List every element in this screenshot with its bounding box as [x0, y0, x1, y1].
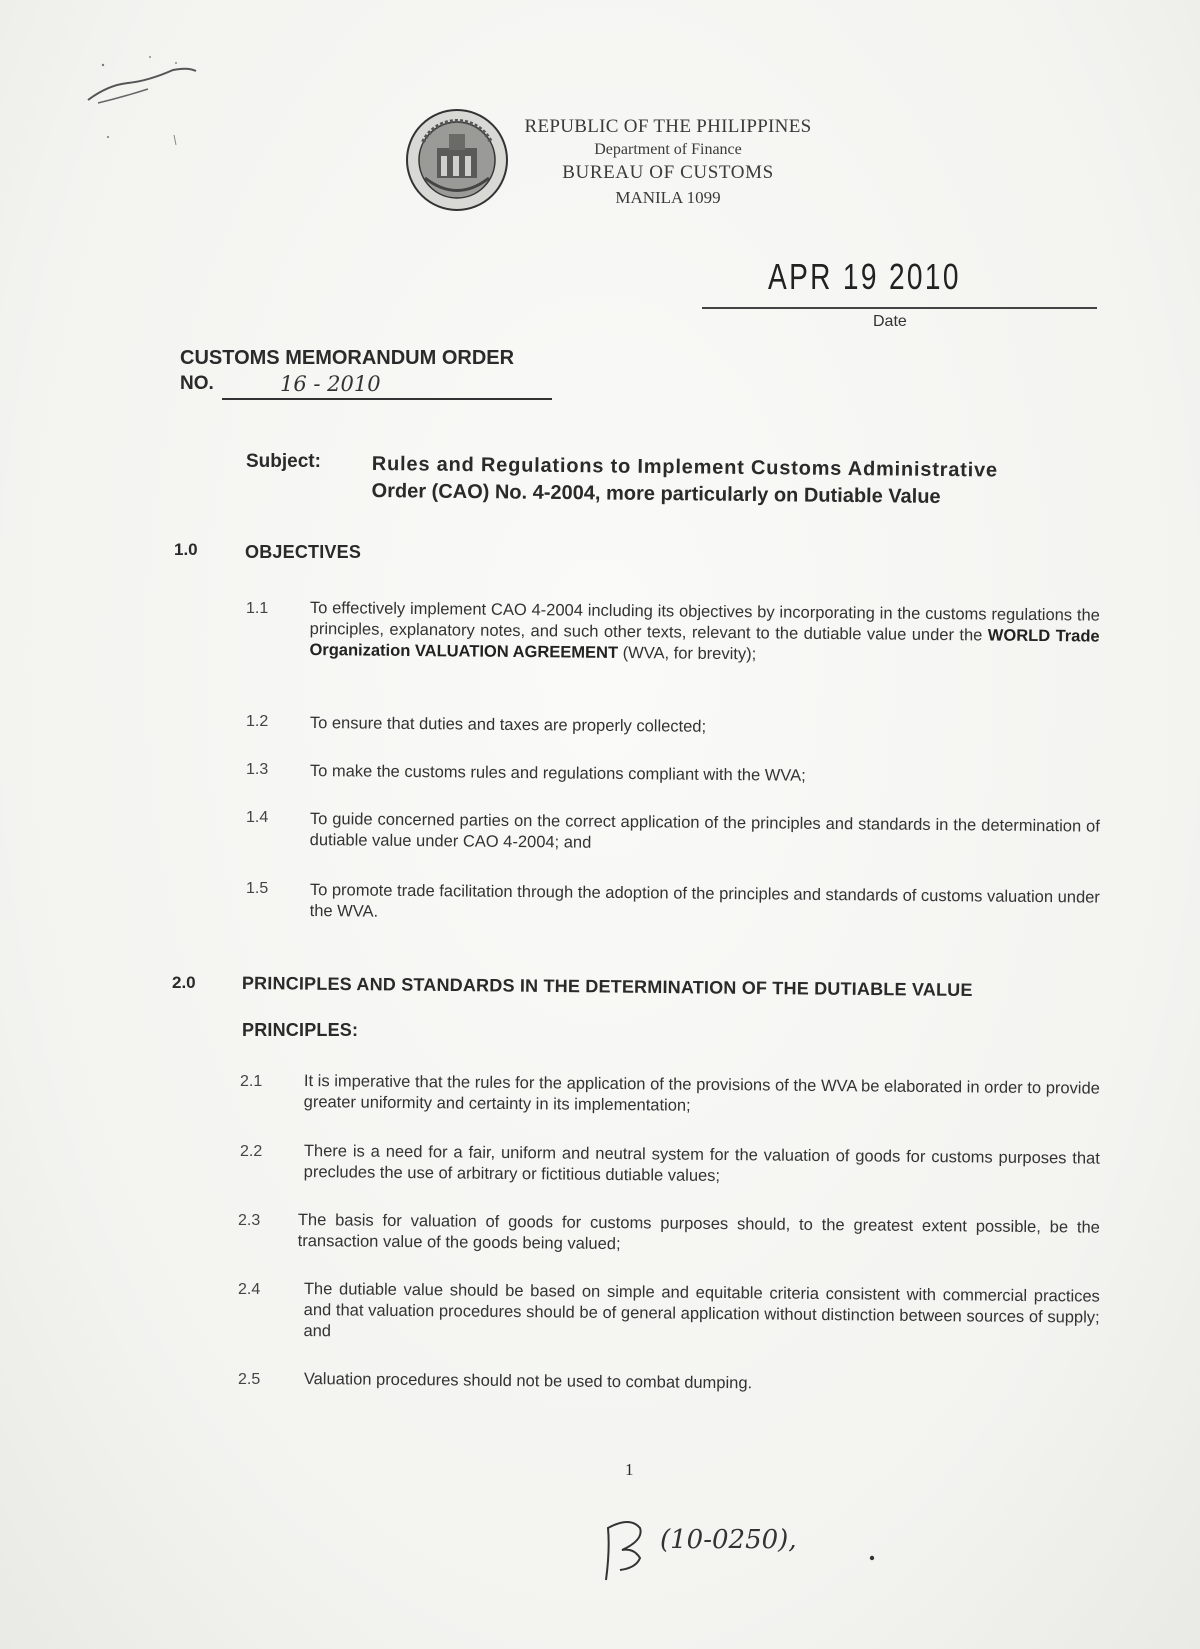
- item-1-1-text-pre: To effectively implement CAO 4-2004 including its objectives by incorporating in the customs regulations the principles, explanatory notes, and such other texts, relevant to the dutiable value under the: [309, 598, 1100, 645]
- subject-label: Subject:: [246, 451, 321, 472]
- item-1-1-text: [309, 598, 1100, 669]
- bureau-of-customs-seal-icon: [405, 108, 509, 212]
- handwritten-reference: (10-0250),: [660, 1525, 797, 1555]
- item-2-5-number: 2.5: [238, 1371, 261, 1388]
- item-1-4-text: To guide concerned parties on the correct application of the principles and standards in the determination of dutiable value under CAO 4-2004; and: [309, 809, 1100, 852]
- item-2-2-text: There is a need for a fair, uniform and neutral system for the valuation of goods for customs purposes that precludes the use of arbitrary or fictitious dutiable values;: [303, 1142, 1100, 1185]
- subject-text: [371, 451, 1112, 513]
- order-number-underline: [222, 398, 552, 400]
- order-title: CUSTOMS MEMORANDUM ORDER: [180, 347, 515, 369]
- letterhead-city: MANILA 1099: [615, 188, 721, 207]
- section-2-subtitle: PRINCIPLES:: [242, 1020, 359, 1040]
- subject-line-1: Rules and Regulations to Implement Customs Administrative: [371, 452, 999, 482]
- section-2-number: 2.0: [172, 973, 196, 992]
- item-2-1-text: It is imperative that the rules for the application of the provisions of the WVA be elaborated in order to provide greater uniformity and certainty in its implementation;: [303, 1072, 1100, 1115]
- item-1-5-text: To promote trade facilitation through the adoption of the principles and standards of customs valuation under the WVA.: [309, 880, 1100, 921]
- page-number: 1: [625, 1460, 634, 1479]
- handwritten-scribble: [78, 45, 208, 155]
- item-2-2-number: 2.2: [240, 1143, 263, 1160]
- letterhead-department: Department of Finance: [594, 141, 742, 158]
- section-1-number: 1.0: [174, 540, 198, 559]
- letterhead-republic: REPUBLIC OF THE PHILIPPINES: [524, 116, 812, 137]
- item-2-1-number: 2.1: [240, 1073, 263, 1090]
- item-1-3-text: To make the customs rules and regulations compliant with the WVA;: [309, 761, 806, 785]
- letterhead-bureau: BUREAU OF CUSTOMS: [562, 162, 774, 183]
- item-1-1-text-bold: WORLD Trade Organization VALUATION AGREEMENT: [309, 626, 1100, 662]
- date-stamp: APR 19 2010: [768, 256, 961, 297]
- item-1-1-number: 1.1: [246, 600, 269, 617]
- item-2-4-number: 2.4: [238, 1281, 261, 1298]
- subject-line-2: Order (CAO) No. 4-2004, more particularly on Dutiable Value: [371, 479, 941, 508]
- item-1-5-number: 1.5: [246, 880, 269, 897]
- item-2-5-text: Valuation procedures should not be used to combat dumping.: [303, 1370, 753, 1393]
- date-label: Date: [873, 313, 907, 330]
- item-1-1-text-post: (WVA, for brevity);: [618, 643, 757, 664]
- item-1-2-number: 1.2: [246, 713, 269, 730]
- item-2-3-number: 2.3: [238, 1212, 261, 1229]
- letterhead: [508, 116, 828, 208]
- date-underline: [702, 307, 1097, 309]
- order-number-value: 16 - 2010: [280, 372, 381, 396]
- section-2-title: PRINCIPLES AND STANDARDS IN THE DETERMINATION OF THE DUTIABLE VALUE: [241, 973, 973, 1001]
- order-number-label: NO.: [180, 373, 214, 394]
- item-2-4-text: The dutiable value should be based on simple and equitable criteria consistent with commercial practices and that valuation procedures should be of general application without distinction between sources of supply; and: [303, 1280, 1100, 1341]
- item-1-2-text: To ensure that duties and taxes are properly collected;: [309, 713, 707, 736]
- item-1-3-number: 1.3: [246, 761, 269, 778]
- item-1-4-number: 1.4: [246, 809, 269, 826]
- section-1-title: OBJECTIVES: [245, 542, 362, 562]
- item-2-3-text: The basis for valuation of goods for customs purposes should, to the greatest extent possible, be the transaction value of the goods being valued;: [297, 1211, 1100, 1254]
